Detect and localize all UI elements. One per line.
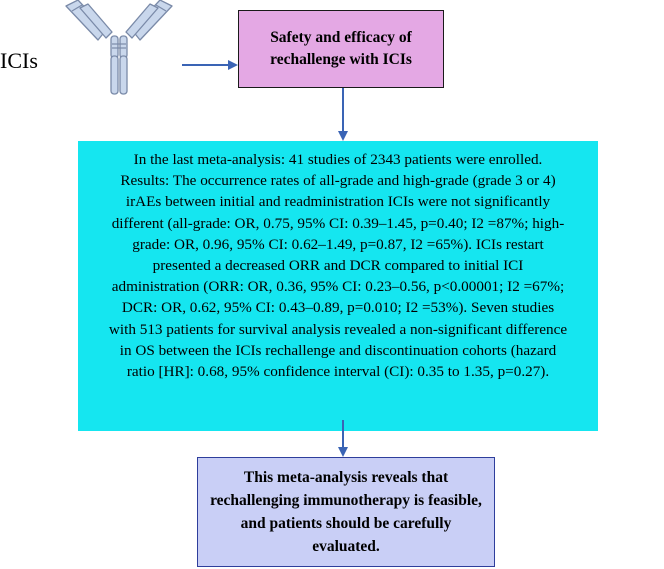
results-line: Results: The occurrence rates of all-grade and high-grade (grade 3 or 4) — [120, 172, 556, 190]
results-line: in OS between the ICIs rechallenge and discontinuation cohorts (hazard — [119, 341, 557, 359]
icis-label: ICIs — [0, 48, 38, 73]
results-line: administration (ORR: OR, 0.36, 95% CI: 0.23–0.56, p<0.00001; I2 =67%; — [111, 278, 565, 296]
arrow-down-to-results — [337, 88, 349, 141]
results-line: with 513 patients for survival analysis revealed a non-significant difference — [108, 320, 568, 338]
conclusion-box-text: This meta-analysis reveals that rechallenging immunotherapy is feasible, and patients should be carefully evaluated. — [210, 469, 482, 555]
title-box — [238, 10, 444, 88]
results-line: grade: OR, 0.96, 95% CI: 0.62–1.49, p=0.87, I2 =65%). ICIs restart — [132, 235, 544, 253]
results-line: irAEs between initial and readministration ICIs were not significantly — [125, 193, 551, 211]
arrow-right-to-title — [182, 59, 238, 71]
arrow-down-to-conclusion — [337, 420, 349, 457]
antibody-icon — [60, 0, 178, 96]
conclusion-box — [197, 457, 495, 567]
title-box-text: Safety and efficacy of rechallenge with ICIs — [270, 29, 412, 68]
results-line: different (all-grade: OR, 0.75, 95% CI: 0.39–1.45, p=0.40; I2 =87%; high- — [111, 214, 565, 232]
results-box — [78, 141, 598, 431]
results-line: ratio [HR]: 0.68, 95% confidence interval (CI): 0.35 to 1.35, p=0.27). — [126, 363, 550, 381]
results-line: In the last meta-analysis: 41 studies of 2343 patients were enrolled. — [133, 151, 543, 168]
results-line: presented a decreased ORR and DCR compared to initial ICI — [152, 257, 524, 275]
results-line: DCR: OR, 0.62, 95% CI: 0.43–0.89, p=0.010; I2 =53%). Seven studies — [121, 299, 555, 317]
